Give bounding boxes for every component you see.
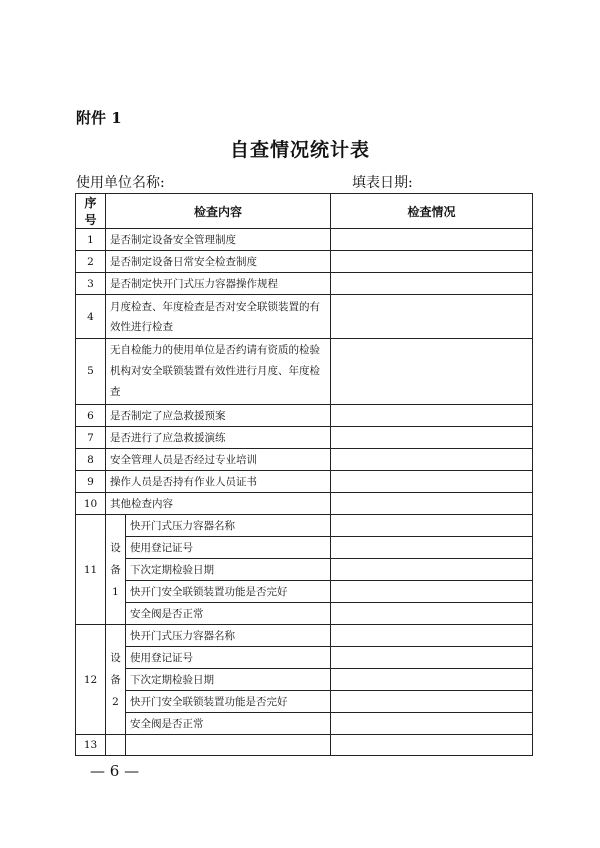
equipment-status-cell[interactable] — [331, 603, 533, 625]
equipment-status-cell[interactable] — [331, 537, 533, 559]
equipment-row — [76, 537, 533, 559]
equipment-row — [76, 669, 533, 691]
equipment-status-cell[interactable] — [331, 669, 533, 691]
page-title: 自查情况统计表 — [229, 139, 370, 161]
equipment-row — [76, 559, 533, 581]
row-status-cell[interactable] — [331, 339, 533, 405]
table-row — [76, 735, 533, 756]
row-status-cell[interactable] — [331, 735, 533, 756]
equipment-item: 下次定期检验日期 — [126, 669, 331, 691]
equipment-row — [76, 515, 533, 537]
equipment-status-cell[interactable] — [331, 713, 533, 735]
row-status-cell[interactable] — [331, 493, 533, 515]
row-number: 12 — [76, 625, 106, 735]
self-inspection-table — [75, 193, 533, 756]
row-status-cell[interactable] — [331, 449, 533, 471]
header-content: 检查内容 — [106, 194, 331, 229]
row-number: 2 — [76, 251, 106, 273]
table-row — [76, 427, 533, 449]
equipment-status-cell[interactable] — [331, 691, 533, 713]
table-row — [76, 493, 533, 515]
equipment-item: 快开门式压力容器名称 — [126, 625, 331, 647]
equipment-item: 快开门安全联锁装置功能是否完好 — [126, 691, 331, 713]
row-content: 月度检查、年度检查是否对安全联锁装置的有效性进行检查 — [106, 295, 331, 339]
row-content: 是否制定设备日常安全检查制度 — [106, 251, 331, 273]
equipment-row — [76, 691, 533, 713]
row-number: 9 — [76, 471, 106, 493]
equipment-item: 快开门式压力容器名称 — [126, 515, 331, 537]
equipment-row — [76, 647, 533, 669]
row-number: 7 — [76, 427, 106, 449]
header-status: 检查情况 — [331, 194, 533, 229]
table-row — [76, 339, 533, 405]
row-content: 安全管理人员是否经过专业培训 — [106, 449, 331, 471]
row-number: 5 — [76, 339, 106, 405]
equipment-row — [76, 603, 533, 625]
equipment-status-cell[interactable] — [331, 581, 533, 603]
row-status-cell[interactable] — [331, 405, 533, 427]
header-serial: 序 号 — [76, 194, 106, 229]
row-status-cell[interactable] — [331, 427, 533, 449]
table-row — [76, 405, 533, 427]
row-number: 8 — [76, 449, 106, 471]
equipment-status-cell[interactable] — [331, 625, 533, 647]
equipment-label-char: 设 — [110, 651, 121, 664]
row-number: 10 — [76, 493, 106, 515]
row-number: 11 — [76, 515, 106, 625]
row-content: 其他检查内容 — [106, 493, 331, 515]
row-number: 1 — [76, 229, 106, 251]
equipment-item: 使用登记证号 — [126, 537, 331, 559]
equipment-status-cell[interactable] — [331, 515, 533, 537]
row-content: 是否进行了应急救援演练 — [106, 427, 331, 449]
row-content: 无自检能力的使用单位是否约请有资质的检验机构对安全联锁装置有效性进行月度、年度检查 — [106, 339, 331, 405]
equipment-item: 安全阀是否正常 — [126, 713, 331, 735]
row-status-cell[interactable] — [331, 295, 533, 339]
table-row — [76, 449, 533, 471]
row-content: 是否制定了应急救援预案 — [106, 405, 331, 427]
equipment-row — [76, 713, 533, 735]
equipment-item: 下次定期检验日期 — [126, 559, 331, 581]
row-number: 4 — [76, 295, 106, 339]
empty-cell[interactable] — [106, 735, 126, 756]
table-row — [76, 273, 533, 295]
equipment-item: 安全阀是否正常 — [126, 603, 331, 625]
table-header-row — [76, 194, 533, 229]
equipment-item: 快开门安全联锁装置功能是否完好 — [126, 581, 331, 603]
table-row — [76, 251, 533, 273]
equipment-label — [106, 625, 126, 735]
table-row — [76, 295, 533, 339]
equipment-row — [76, 625, 533, 647]
equipment-status-cell[interactable] — [331, 559, 533, 581]
equipment-row — [76, 581, 533, 603]
equipment-label-char: 设 — [110, 541, 121, 554]
unit-name-label: 使用单位名称: — [76, 175, 165, 191]
table-row — [76, 471, 533, 493]
row-number: 3 — [76, 273, 106, 295]
attachment-label: 附件 1 — [76, 109, 122, 127]
empty-cell[interactable] — [126, 735, 331, 756]
row-status-cell[interactable] — [331, 471, 533, 493]
equipment-label-char: 备 — [110, 563, 121, 576]
equipment-label-char: 备 — [110, 673, 121, 686]
row-content: 是否制定快开门式压力容器操作规程 — [106, 273, 331, 295]
fill-date-label: 填表日期: — [352, 175, 413, 191]
row-number: 13 — [76, 735, 106, 756]
equipment-label-char: 2 — [112, 695, 119, 708]
equipment-status-cell[interactable] — [331, 647, 533, 669]
equipment-label — [106, 515, 126, 625]
table-row — [76, 229, 533, 251]
equipment-item: 使用登记证号 — [126, 647, 331, 669]
row-status-cell[interactable] — [331, 251, 533, 273]
row-content: 是否制定设备安全管理制度 — [106, 229, 331, 251]
row-status-cell[interactable] — [331, 229, 533, 251]
page-number: — 6 — — [90, 762, 140, 780]
row-status-cell[interactable] — [331, 273, 533, 295]
equipment-label-char: 1 — [112, 585, 119, 598]
row-number: 6 — [76, 405, 106, 427]
row-content: 操作人员是否持有作业人员证书 — [106, 471, 331, 493]
